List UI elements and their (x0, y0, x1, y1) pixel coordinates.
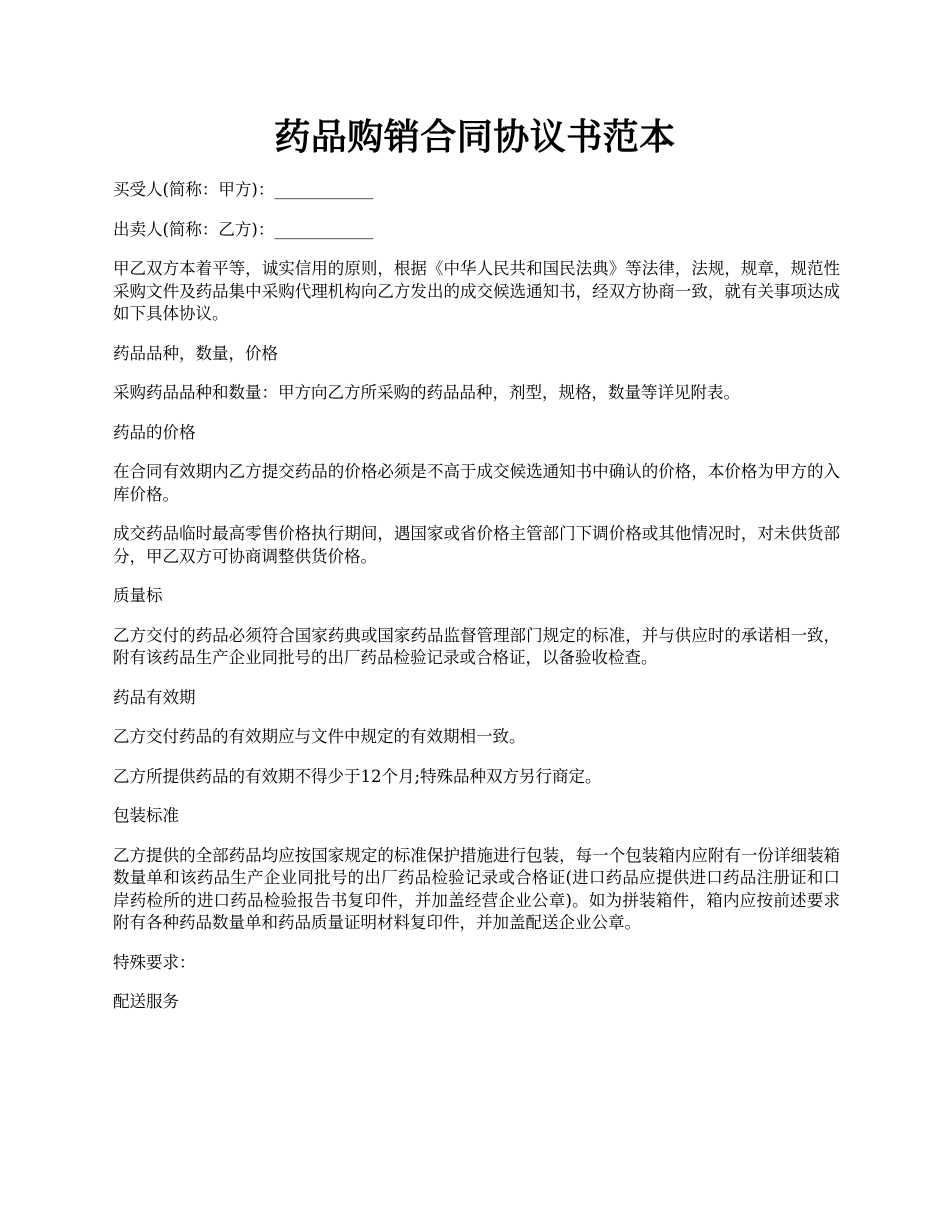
section-heading-validity: 药品有效期 (113, 687, 196, 707)
validity-paragraph-1: 乙方交付药品的有效期应与文件中规定的有效期相一致。 (113, 727, 526, 746)
quality-paragraph: 乙方交付的药品必须符合国家药典或国家药品监督管理部门规定的标准，并与供应时的承诺相一致，附有该药品生产企业同批号的出厂药品检验记录或合格证，以备验收检查。 (113, 625, 840, 667)
preamble-paragraph: 甲乙双方本着平等，诚实信用的原则，根据《中华人民共和国民法典》等法律，法规，规章，规范性采购文件及药品集中采购代理机构向乙方发出的成交候选通知书，经双方协商一致，就有关事项达成如下具体协议。 (113, 259, 840, 323)
section-heading-delivery: 配送服务 (113, 992, 179, 1011)
section-heading-packaging: 包装标准 (113, 806, 179, 825)
section-heading-quality: 质量标 (113, 586, 163, 605)
document-title: 药品购销合同协议书范本 (274, 116, 676, 158)
price-paragraph-1: 在合同有效期内乙方提交药品的价格必须是不高于成交候选通知书中确认的价格，本价格为甲方的入库价格。 (113, 462, 840, 504)
section-heading-special: 特殊要求： (113, 952, 196, 972)
buyer-line: 买受人(简称：甲方)：____________ (113, 180, 374, 199)
document-body (113, 179, 840, 1031)
packaging-paragraph: 乙方提供的全部药品均应按国家规定的标准保护措施进行包装，每一个包装箱内应附有一份详细装箱数量单和该药品生产企业同批号的出厂药品检验记录或合格证(进口药品应提供进口药品注册证和口岸药检所的进口药品检验报告书复印件，并加盖经营企业公章)。如为拼装箱件，箱内应按前述要求附有各种药品数量单和药品质量证明材料复印件，并加盖配送企业公章。 (113, 845, 840, 932)
validity-paragraph-2: 乙方所提供药品的有效期不得少于12个月;特殊品种双方另行商定。 (113, 766, 602, 786)
section-heading-price: 药品的价格 (113, 422, 196, 442)
price-paragraph-2: 成交药品临时最高零售价格执行期间，遇国家或省价格主管部门下调价格或其他情况时，对未供货部分，甲乙双方可协商调整供货价格。 (113, 524, 840, 566)
seller-line: 出卖人(简称：乙方)：____________ (113, 219, 374, 239)
variety-paragraph: 采购药品品种和数量：甲方向乙方所采购的药品品种，剂型，规格，数量等详见附表。 (113, 383, 740, 402)
section-heading-variety: 药品品种，数量，价格 (113, 343, 278, 363)
